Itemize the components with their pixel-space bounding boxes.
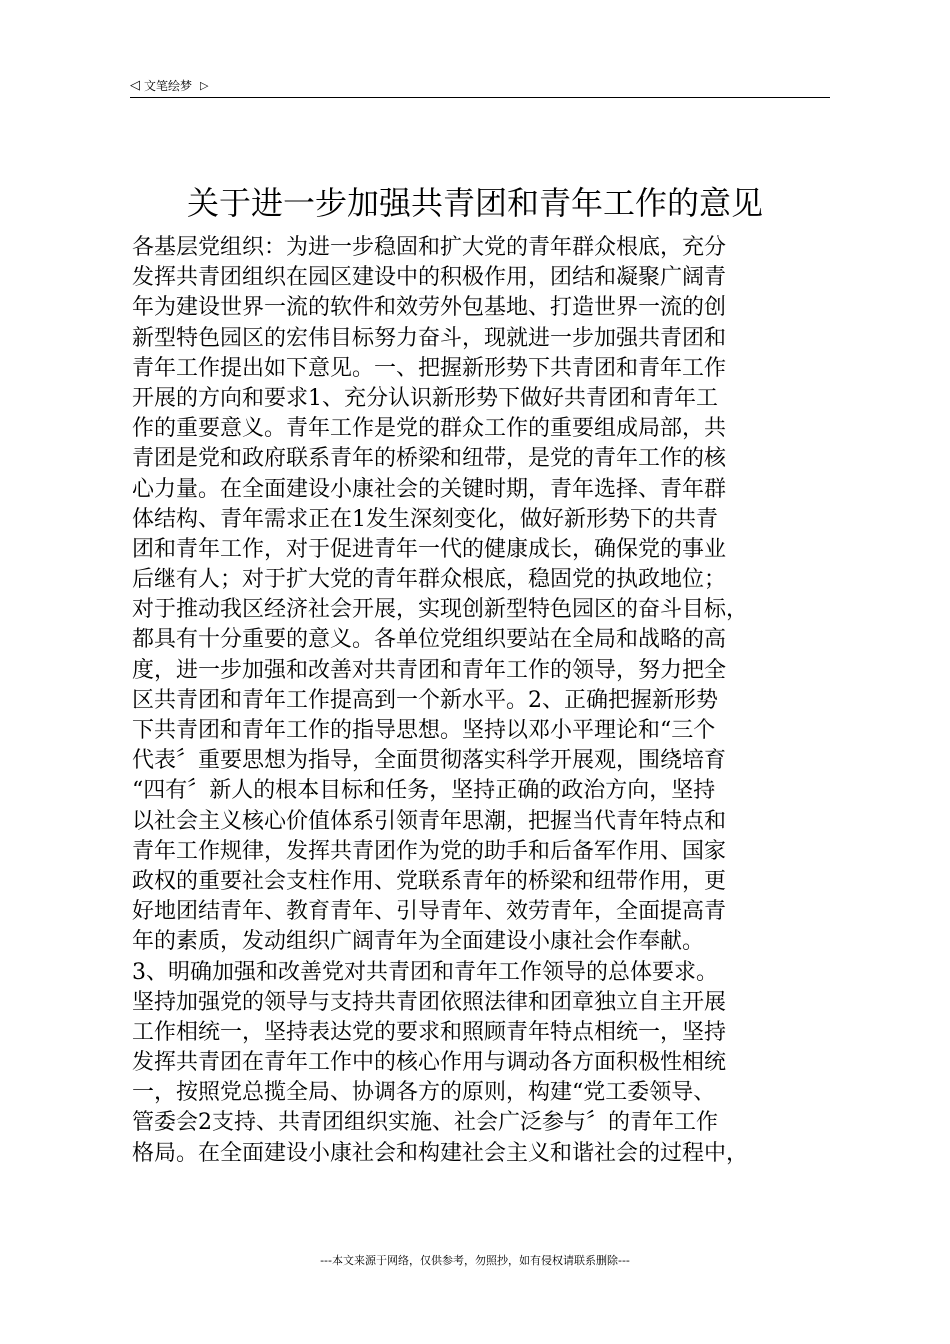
- body-line: 青年工作提出如下意见。一、把握新形势下共青团和青年工作: [132, 355, 727, 381]
- body-line: 以社会主义核心价值体系引领青年思潮，把握当代青年特点和: [132, 808, 727, 834]
- body-line: 青团是党和政府联系青年的桥梁和纽带，是党的青年工作的核: [132, 446, 727, 472]
- body-line: 心力量。在全面建设小康社会的关键时期，青年选择、青年群: [132, 476, 727, 502]
- body-line: 发挥共青团组织在园区建设中的积极作用，团结和凝聚广阔青: [132, 265, 727, 291]
- triangle-left-icon: ◁: [130, 77, 140, 93]
- body-line: 年的素质，发动组织广阔青年为全面建设小康社会作奉献。: [132, 929, 705, 955]
- body-line: 格局。在全面建设小康社会和构建社会主义和谐社会的过程中，: [132, 1140, 749, 1166]
- body-line: 政权的重要社会支柱作用、党联系青年的桥梁和纽带作用，更: [132, 868, 727, 894]
- body-line: 都具有十分重要的意义。各单位党组织要站在全局和战略的高: [132, 627, 727, 653]
- body-line: 度，进一步加强和改善对共青团和青年工作的领导，努力把全: [132, 657, 727, 683]
- header-brand: 文笔绘梦: [144, 78, 193, 93]
- body-line: 开展的方向和要求1、充分认识新形势下做好共青团和青年工: [132, 385, 718, 411]
- body-line: 下共青团和青年工作的指导思想。坚持以邓小平理论和“三个: [132, 718, 716, 743]
- body-line: 后继有人；对于扩大党的青年群众根底，稳固党的执政地位；: [132, 567, 727, 593]
- document-title: 关于进一步加强共青团和青年工作的意见: [186, 184, 763, 222]
- body-line: 团和青年工作，对于促进青年一代的健康成长，确保党的事业: [132, 536, 727, 562]
- document-header: [130, 74, 208, 96]
- body-line: 发挥共青团在青年工作中的核心作用与调动各方面积极性相统: [132, 1050, 727, 1076]
- body-line: 青年工作规律，发挥共青团作为党的助手和后备军作用、国家: [132, 838, 727, 864]
- body-line: 作的重要意义。青年工作是党的群众工作的重要组成局部，共: [132, 416, 727, 442]
- body-line: 对于推动我区经济社会开展，实现创新型特色园区的奋斗目标，: [132, 597, 749, 623]
- body-line: 代表〞重要思想为指导，全面贯彻落实科学开展观，围绕培育: [132, 748, 727, 774]
- body-line: 年为建设世界一流的软件和效劳外包基地、打造世界一流的创: [132, 295, 727, 321]
- body-line: “四有〞新人的根本目标和任务，坚持正确的政治方向，坚持: [132, 778, 716, 804]
- body-line: 坚持加强党的领导与支持共青团依照法律和团章独立自主开展: [132, 989, 727, 1015]
- body-line: 区共青团和青年工作提高到一个新水平。2、正确把握新形势: [132, 687, 718, 713]
- triangle-right-icon: ▷: [200, 78, 209, 92]
- body-line: 管委会2支持、共青团组织实施、社会广泛参与〞的青年工作: [132, 1110, 718, 1136]
- document-body: [132, 233, 832, 1169]
- body-line: 体结构、青年需求正在1发生深刻变化，做好新形势下的共青: [132, 506, 718, 532]
- body-line: 3、明确加强和改善党对共青团和青年工作领导的总体要求。: [132, 959, 718, 985]
- header-rule: [130, 97, 830, 98]
- body-line: 一，按照党总揽全局、协调各方的原则，构建“党工委领导、: [132, 1080, 716, 1106]
- body-line: 好地团结青年、教育青年、引导青年、效劳青年，全面提高青: [132, 899, 727, 925]
- body-line: 工作相统一，坚持表达党的要求和照顾青年特点相统一，坚持: [132, 1019, 727, 1045]
- body-line: 新型特色园区的宏伟目标努力奋斗，现就进一步加强共青团和: [132, 325, 727, 351]
- body-line: 各基层党组织：为进一步稳固和扩大党的青年群众根底，充分: [132, 235, 727, 260]
- footer-disclaimer: ---本文来源于网络，仅供参考，勿照抄，如有侵权请联系删除---: [320, 1254, 630, 1267]
